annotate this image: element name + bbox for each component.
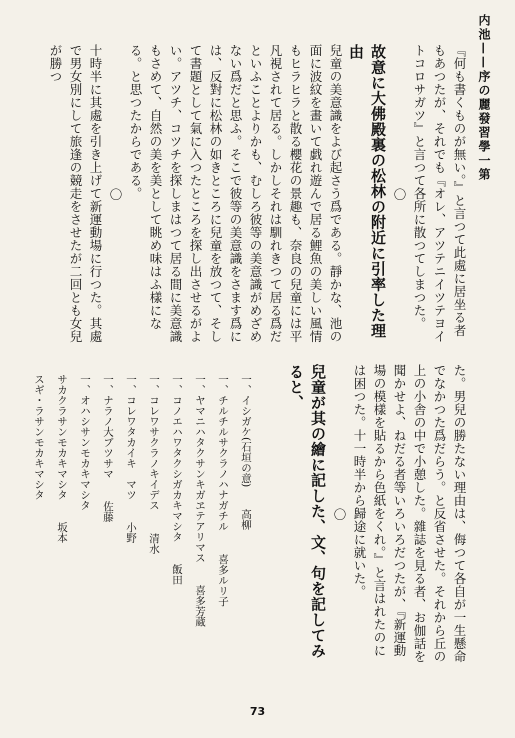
section-marker: 〇	[108, 187, 123, 201]
upper-paragraph-1: 『何も書くものが無い。』と言つて此處に居坐る者もあつたが、それでも『オレ、アツテニイツテヨイトコロサガツ』と言つて各所に散つてしまつた。	[412, 44, 467, 343]
list-item: 一、コノエハワタクシガカキマシタ飯田	[171, 374, 183, 585]
children-quotes-list	[21, 374, 257, 664]
list-item: 一、チルチルサクラノハナガチル喜多ルリ子	[217, 374, 229, 606]
section-marker: 〇	[392, 187, 407, 201]
lower-text-block	[259, 364, 469, 664]
list-item: サカクラサンモカキマシタ坂本	[56, 374, 68, 543]
list-item: 一、コレワサクラノキイデス清水	[148, 374, 160, 554]
list-item: スギ・ラサンモカキマシタ	[33, 374, 45, 500]
running-header: 内池——序の麗發習學一第	[477, 14, 491, 182]
list-item: 一、イシガケ(石垣の意)高柳	[240, 374, 252, 531]
page-number: 73	[249, 705, 266, 718]
list-item: 一、オハシサンモカキマシタ	[79, 374, 91, 511]
section-marker: 〇	[332, 507, 347, 521]
upper-paragraph-2: 兒童の美意識をよび起さう爲である。靜かな、池の面に波紋を畫いて戯れ遊んで居る鯉魚の美しい風情もヒラヒラと散る櫻花の景趣も、奈良の兒童には平凡視されて居る。しかしそれは馴れきつて居る爲だといふことよりかも、むしろ彼等の美意識がめざめない爲だと思ふ。そこで彼等の美意識をさます爲には、反對に松林の如きところに兒童を放つて、そして書題として氣に入つたところを探し出させるがよい。アツチ、コツチを探しまはつて居る間に美意識もさめて、自然の美を美として眺め味はふ樣になる。と思つたからである。	[128, 44, 343, 343]
section-heading: 故意に大佛殿裏の松林の附近に引率した理由	[347, 44, 387, 339]
list-item: 一、ナラノ大ブツサマ佐藤	[102, 374, 114, 522]
list-item: 一、コレワタカイキ マツ小野	[125, 374, 137, 543]
section-heading: 兒童が其の繪に記した、文、句を記してみると、	[287, 364, 327, 659]
upper-text-block	[14, 44, 469, 344]
lower-paragraph-1: た。男兒の勝たない理由は、侮つて各自が一生懸命でなかつた爲だらう。と反省させた。それから丘の上の小舎の中で小憩した。雜誌を見る者、お伽話を聞かせよ、ねだる者等いろいろだつたが、『新運動場の模樣を貼るから色紙をくれ。』と言はれたのには困つた。十一時半から歸途に就いた。	[352, 364, 467, 663]
list-item: 一、ヤマニハタクサンキガヱテアリマス喜多芳蔵	[194, 374, 206, 627]
upper-paragraph-3: 十時半に其處を引き上げて新運動場に行つた。其處で男女別にして旅逢の競走をさせたが二回とも女兒が勝つ	[48, 44, 103, 343]
